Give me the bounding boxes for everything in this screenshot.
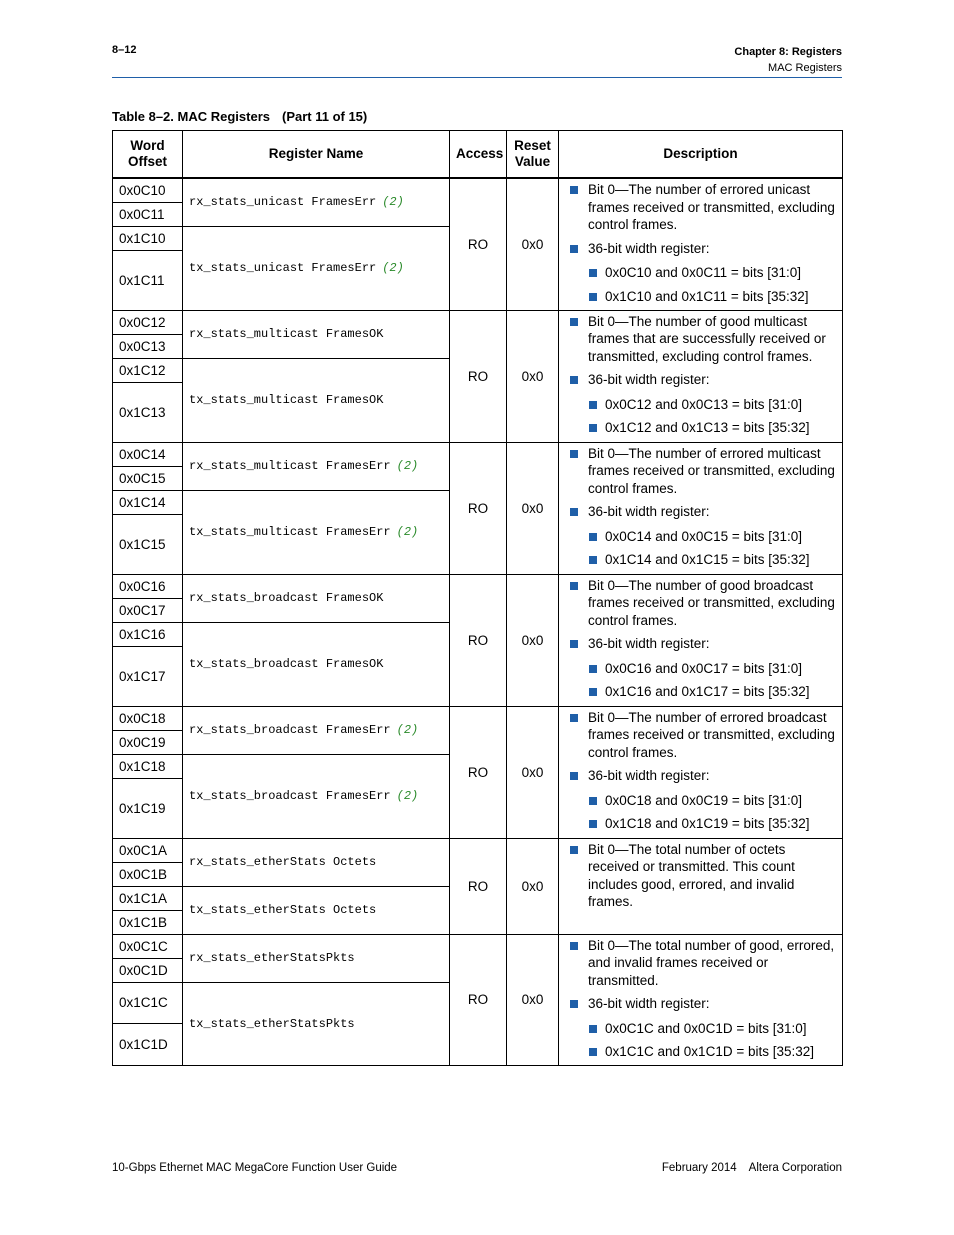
footnote-ref: (2) xyxy=(382,261,404,275)
bullet-square-icon xyxy=(570,450,578,458)
word-offset-cell: 0x1C12 xyxy=(113,358,183,382)
description-text: 36-bit width register: xyxy=(588,372,710,387)
access-cell: RO xyxy=(450,934,507,1065)
description-cell xyxy=(559,574,843,706)
description-subitem xyxy=(588,1043,836,1061)
description-sublist xyxy=(588,396,836,437)
column-header-register-name: Register Name xyxy=(183,131,450,179)
description-item xyxy=(565,240,836,306)
chapter-title: Chapter 8: Registers xyxy=(734,46,842,58)
table-row xyxy=(113,310,843,334)
register-name-cell xyxy=(183,226,450,310)
bullet-square-icon xyxy=(570,376,578,384)
access-cell: RO xyxy=(450,442,507,574)
description-item xyxy=(565,313,836,366)
access-cell: RO xyxy=(450,178,507,310)
description-sublist xyxy=(588,792,836,833)
access-cell: RO xyxy=(450,574,507,706)
footnote-ref: (2) xyxy=(382,195,404,210)
bullet-square-icon xyxy=(570,772,578,780)
description-subtext: 0x1C16 and 0x1C17 = bits [35:32] xyxy=(605,684,810,699)
word-offset-cell: 0x1C17 xyxy=(113,646,183,706)
table-row xyxy=(113,574,843,598)
word-offset-cell: 0x1C1D xyxy=(113,1023,183,1065)
description-subtext: 0x1C12 and 0x1C13 = bits [35:32] xyxy=(605,420,810,435)
word-offset-cell: 0x0C19 xyxy=(113,730,183,754)
word-offset-cell: 0x1C16 xyxy=(113,622,183,646)
footer-company: Altera Corporation xyxy=(748,1162,842,1174)
word-offset-cell: 0x0C1A xyxy=(113,838,183,862)
header-rule xyxy=(112,77,842,78)
description-cell xyxy=(559,706,843,838)
description-subitem xyxy=(588,419,836,437)
register-name: tx_stats_multicast FramesErr xyxy=(189,525,391,539)
description-cell xyxy=(559,934,843,1065)
word-offset-cell: 0x1C14 xyxy=(113,490,183,514)
word-offset-cell: 0x0C17 xyxy=(113,598,183,622)
column-header-description: Description xyxy=(559,131,843,179)
reset-value-cell: 0x0 xyxy=(507,442,559,574)
table-row xyxy=(113,442,843,466)
word-offset-cell: 0x1C18 xyxy=(113,754,183,778)
register-name: tx_stats_multicast FramesOK xyxy=(189,393,384,407)
description-item xyxy=(565,445,836,498)
bullet-square-icon xyxy=(589,269,597,277)
bullet-square-icon xyxy=(589,533,597,541)
description-sublist xyxy=(588,660,836,701)
register-name: rx_stats_multicast FramesErr xyxy=(189,459,391,473)
bullet-square-icon xyxy=(570,318,578,326)
description-item xyxy=(565,995,836,1061)
description-text: 36-bit width register: xyxy=(588,240,710,256)
table-row xyxy=(113,706,843,730)
description-list xyxy=(565,577,836,701)
word-offset-cell: 0x0C16 xyxy=(113,574,183,598)
description-text: 36-bit width register: xyxy=(588,768,710,783)
column-header-word-offset: Word Offset xyxy=(113,131,183,179)
description-item xyxy=(565,841,836,911)
description-list xyxy=(565,709,836,833)
word-offset-cell: 0x0C1B xyxy=(113,862,183,886)
description-item xyxy=(565,767,836,833)
table-header-row xyxy=(113,131,843,179)
description-subtext: 0x1C1C and 0x1C1D = bits [35:32] xyxy=(605,1044,814,1059)
description-subtext: 0x1C14 and 0x1C15 = bits [35:32] xyxy=(605,552,810,567)
description-cell xyxy=(559,442,843,574)
reset-value-cell: 0x0 xyxy=(507,934,559,1065)
register-name: rx_stats_etherStatsPkts xyxy=(189,951,355,965)
bullet-square-icon xyxy=(570,640,578,648)
description-text: Bit 0—The number of errored broadcast frames received or transmitted, excluding control frames. xyxy=(588,709,835,760)
bullet-square-icon xyxy=(570,186,578,194)
word-offset-cell: 0x0C1D xyxy=(113,958,183,982)
word-offset-cell: 0x0C12 xyxy=(113,310,183,334)
word-offset-cell: 0x0C10 xyxy=(113,178,183,202)
table-caption xyxy=(112,109,367,124)
bullet-square-icon xyxy=(570,1000,578,1008)
word-offset-cell: 0x1C1A xyxy=(113,886,183,910)
reset-value-cell: 0x0 xyxy=(507,310,559,442)
description-cell xyxy=(559,310,843,442)
register-name-cell xyxy=(183,442,450,490)
word-offset-cell: 0x1C1C xyxy=(113,982,183,1023)
word-offset-cell: 0x1C10 xyxy=(113,226,183,250)
description-subtext: 0x0C16 and 0x0C17 = bits [31:0] xyxy=(605,660,803,676)
register-name-cell xyxy=(183,574,450,622)
table-row xyxy=(113,934,843,958)
description-item xyxy=(565,503,836,569)
register-name: tx_stats_broadcast FramesErr xyxy=(189,789,391,803)
description-item xyxy=(565,371,836,437)
footnote-ref: (2) xyxy=(396,525,419,539)
description-item xyxy=(565,635,836,701)
reset-value-cell: 0x0 xyxy=(507,574,559,706)
register-name: rx_stats_multicast FramesOK xyxy=(189,327,384,341)
table-part: (Part 11 of 15) xyxy=(281,109,368,124)
bullet-square-icon xyxy=(570,508,578,516)
mac-registers-table xyxy=(112,130,843,1066)
word-offset-cell: 0x0C18 xyxy=(113,706,183,730)
bullet-square-icon xyxy=(589,424,597,432)
description-text: Bit 0—The total number of octets received or transmitted. This count includes good, errored, and invalid frames. xyxy=(588,841,795,909)
description-subitem xyxy=(588,528,836,546)
register-name-cell xyxy=(183,886,450,934)
word-offset-cell: 0x0C15 xyxy=(113,466,183,490)
description-item xyxy=(565,709,836,762)
footnote-ref: (2) xyxy=(396,459,419,473)
register-name: tx_stats_broadcast FramesOK xyxy=(189,657,384,671)
description-sublist xyxy=(588,264,836,305)
description-text: 36-bit width register: xyxy=(588,504,710,519)
description-sublist xyxy=(588,528,836,569)
word-offset-cell: 0x1C15 xyxy=(113,514,183,574)
footer-guide-title: 10-Gbps Ethernet MAC MegaCore Function User Guide xyxy=(112,1162,398,1174)
register-name: tx_stats_etherStatsPkts xyxy=(189,1016,355,1031)
description-text: Bit 0—The number of good broadcast frames received or transmitted, excluding control frames. xyxy=(588,577,835,628)
word-offset-cell: 0x1C13 xyxy=(113,382,183,442)
reset-value-cell: 0x0 xyxy=(507,178,559,310)
table-row xyxy=(113,178,843,202)
bullet-square-icon xyxy=(589,401,597,409)
word-offset-cell: 0x0C11 xyxy=(113,202,183,226)
footer-right xyxy=(662,1162,842,1174)
word-offset-cell: 0x1C19 xyxy=(113,778,183,838)
access-cell: RO xyxy=(450,310,507,442)
word-offset-cell: 0x1C1B xyxy=(113,910,183,934)
register-name-cell xyxy=(183,934,450,982)
description-list xyxy=(565,181,836,305)
footnote-ref: (2) xyxy=(396,789,419,803)
description-subitem xyxy=(588,815,836,833)
register-name-cell xyxy=(183,490,450,574)
description-subtext: 0x0C1C and 0x0C1D = bits [31:0] xyxy=(605,1020,807,1036)
description-subitem xyxy=(588,1020,836,1038)
register-name: tx_stats_etherStats Octets xyxy=(189,903,377,917)
table-title: Table 8–2. MAC Registers xyxy=(112,109,270,124)
reset-value-cell: 0x0 xyxy=(507,838,559,934)
running-header xyxy=(734,44,842,76)
description-item xyxy=(565,937,836,990)
description-cell xyxy=(559,838,843,934)
bullet-square-icon xyxy=(570,245,578,253)
bullet-square-icon xyxy=(589,1048,597,1056)
description-subtext: 0x0C10 and 0x0C11 = bits [31:0] xyxy=(605,265,802,280)
description-list xyxy=(565,937,836,1061)
register-name-cell xyxy=(183,754,450,838)
description-list xyxy=(565,313,836,437)
bullet-square-icon xyxy=(570,846,578,854)
register-name: rx_stats_unicast FramesErr xyxy=(189,195,377,210)
bullet-square-icon xyxy=(570,942,578,950)
column-header-access: Access xyxy=(450,131,507,179)
description-text: 36-bit width register: xyxy=(588,636,710,651)
bullet-square-icon xyxy=(589,797,597,805)
description-text: Bit 0—The number of errored multicast frames received or transmitted, excluding control frames. xyxy=(588,445,835,496)
access-cell: RO xyxy=(450,838,507,934)
bullet-square-icon xyxy=(570,582,578,590)
description-subitem xyxy=(588,660,836,678)
description-sublist xyxy=(588,1020,836,1061)
description-item xyxy=(565,181,836,234)
register-name-cell xyxy=(183,838,450,886)
bullet-square-icon xyxy=(589,688,597,696)
description-cell xyxy=(559,178,843,310)
description-subtext: 0x1C18 and 0x1C19 = bits [35:32] xyxy=(605,816,810,831)
description-subitem xyxy=(588,396,836,414)
register-name: tx_stats_unicast FramesErr xyxy=(189,261,377,275)
description-subtext: 0x0C14 and 0x0C15 = bits [31:0] xyxy=(605,528,803,544)
description-subtext: 0x0C18 and 0x0C19 = bits [31:0] xyxy=(605,792,803,808)
register-name-cell xyxy=(183,358,450,442)
register-name: rx_stats_broadcast FramesOK xyxy=(189,591,384,605)
bullet-square-icon xyxy=(589,820,597,828)
description-subitem xyxy=(588,683,836,701)
description-subtext: 0x1C10 and 0x1C11 = bits [35:32] xyxy=(605,288,809,304)
word-offset-cell: 0x0C14 xyxy=(113,442,183,466)
bullet-square-icon xyxy=(589,1025,597,1033)
register-name: rx_stats_broadcast FramesErr xyxy=(189,723,391,737)
access-cell: RO xyxy=(450,706,507,838)
description-subitem xyxy=(588,792,836,810)
description-item xyxy=(565,577,836,630)
description-text: Bit 0—The number of errored unicast frames received or transmitted, excluding control frames. xyxy=(588,182,835,232)
footer-date: February 2014 xyxy=(661,1162,737,1174)
register-name-cell xyxy=(183,178,450,226)
register-name-cell xyxy=(183,706,450,754)
bullet-square-icon xyxy=(589,665,597,673)
section-title: MAC Registers xyxy=(768,62,842,74)
page-number: 8–12 xyxy=(112,44,137,56)
bullet-square-icon xyxy=(589,556,597,564)
register-name-cell xyxy=(183,982,450,1065)
register-name-cell xyxy=(183,310,450,358)
register-name: rx_stats_etherStats Octets xyxy=(189,855,377,869)
description-list xyxy=(565,445,836,569)
word-offset-cell: 0x0C13 xyxy=(113,334,183,358)
footnote-ref: (2) xyxy=(396,723,419,737)
table-row xyxy=(113,838,843,862)
description-subitem xyxy=(588,288,836,306)
description-text: Bit 0—The number of good multicast frames that are successfully received or transmitted, excluding control frames. xyxy=(588,313,826,364)
column-header-reset-value: Reset Value xyxy=(507,131,559,179)
register-name-cell xyxy=(183,622,450,706)
word-offset-cell: 0x0C1C xyxy=(113,934,183,958)
bullet-square-icon xyxy=(589,293,597,301)
reset-value-cell: 0x0 xyxy=(507,706,559,838)
description-text: Bit 0—The total number of good, errored, and invalid frames received or transmitted. xyxy=(588,937,835,988)
description-text: 36-bit width register: xyxy=(588,996,710,1011)
description-subitem xyxy=(588,551,836,569)
bullet-square-icon xyxy=(570,714,578,722)
description-subitem xyxy=(588,264,836,282)
description-subtext: 0x0C12 and 0x0C13 = bits [31:0] xyxy=(605,396,803,412)
table-body xyxy=(113,178,843,1065)
word-offset-cell: 0x1C11 xyxy=(113,250,183,310)
description-list xyxy=(565,841,836,911)
